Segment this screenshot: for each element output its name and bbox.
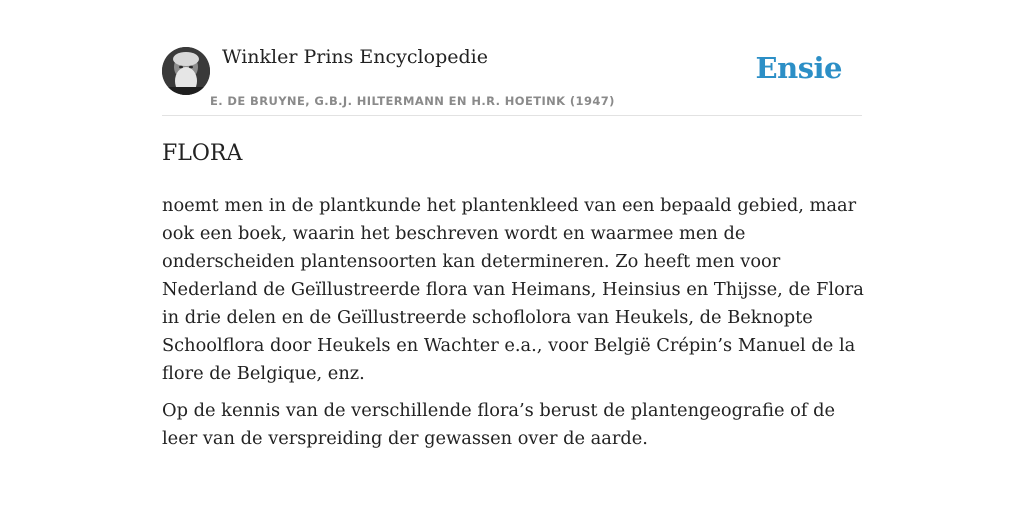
article-body	[162, 192, 866, 462]
article-paragraph: Op de kennis van de verschillende flora’s berust de plantengeografie of de leer van de verspreiding der gewassen over de aarde.	[162, 400, 835, 449]
source-title[interactable]: Winkler Prins Encyclopedie	[222, 46, 488, 68]
authors-line: E. DE BRUYNE, G.B.J. HILTERMANN EN H.R. HOETINK (1947)	[210, 94, 615, 108]
article-headword: FLORA	[162, 141, 243, 166]
author-avatar[interactable]	[162, 47, 210, 95]
brand-logo[interactable]: Ensie	[755, 51, 842, 85]
portrait-avatar-icon	[162, 47, 210, 95]
article-paragraph: noemt men in de plantkunde het plantenkleed van een bepaald gebied, maar ook een boek, waarin het beschreven wordt en waarmee men de onderscheiden plantensoorten kan determineren. Zo heeft men voor Nederland de Geïllustreerde flora van Heimans, Heinsius en Thijsse, de Flora in drie delen en de Geïllustreerde schoflolora van Heukels, de Beknopte Schoolflora door Heukels en Wachter e.a., voor België Crépin’s Manuel de la flore de Belgique, enz.	[162, 195, 864, 384]
source-header	[162, 46, 862, 116]
